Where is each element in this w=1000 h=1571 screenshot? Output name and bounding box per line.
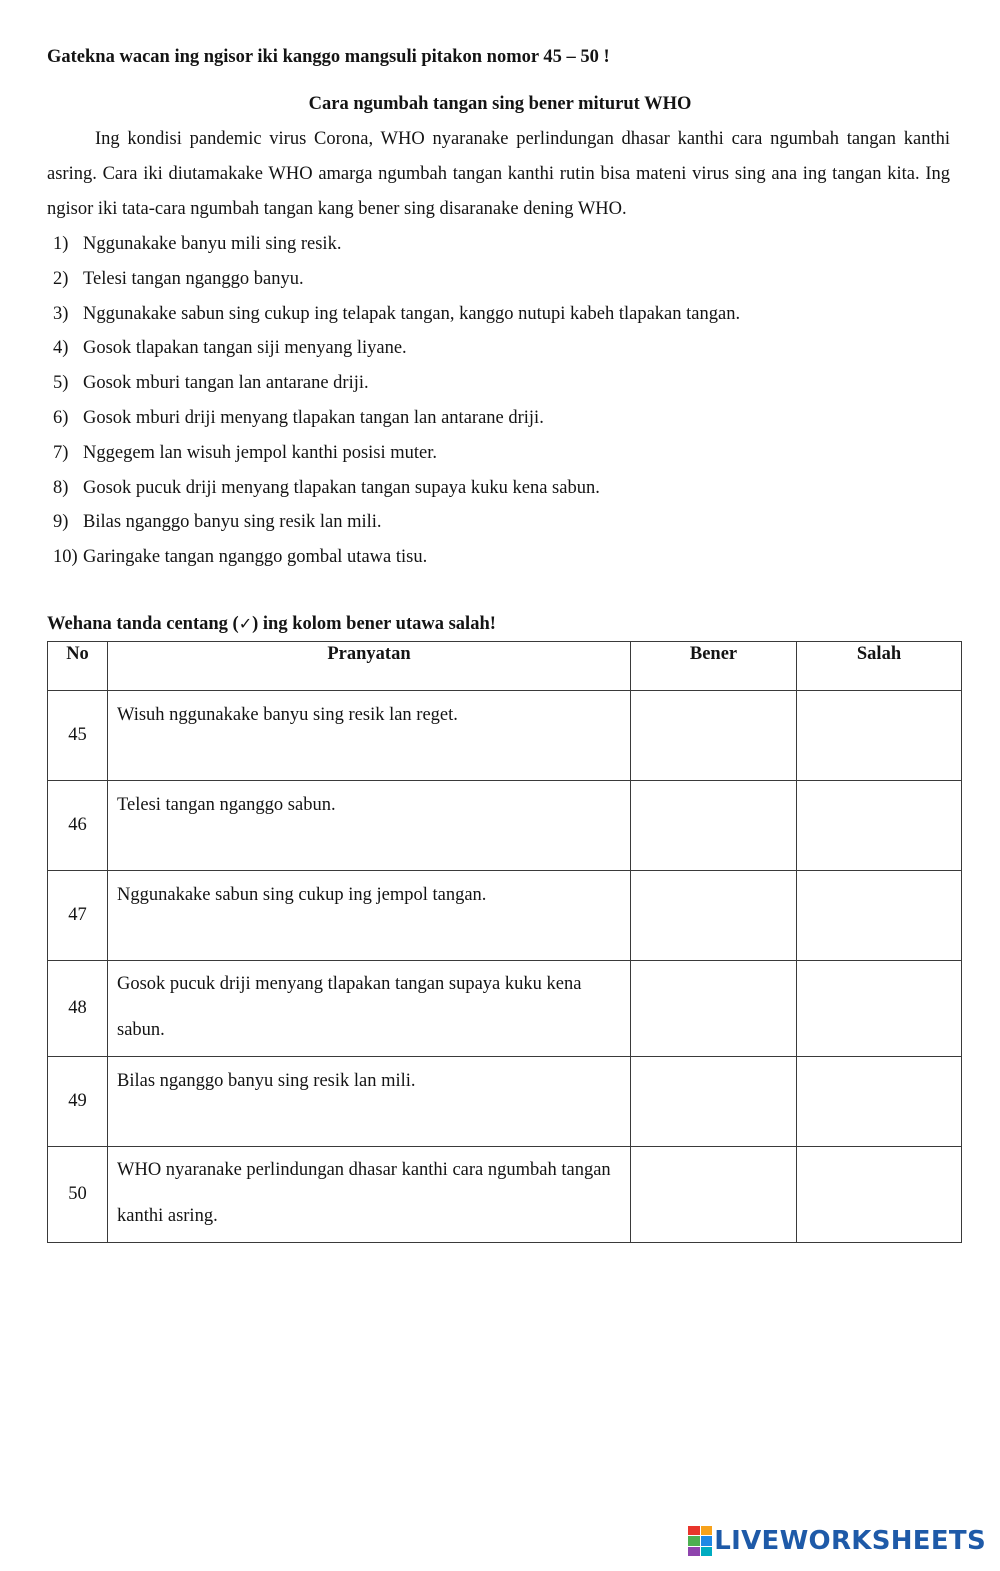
step-number: 5) bbox=[53, 373, 69, 394]
answer-true-cell[interactable] bbox=[631, 691, 797, 781]
row-statement: Nggunakake sabun sing cukup ing jempol tangan. bbox=[108, 871, 631, 961]
table-row bbox=[48, 961, 962, 1057]
list-item bbox=[53, 366, 953, 401]
step-text: Nggegem lan wisuh jempol kanthi posisi muter. bbox=[83, 442, 438, 463]
steps-list bbox=[53, 227, 953, 575]
row-statement: Gosok pucuk driji menyang tlapakan tangan supaya kuku kena sabun. bbox=[108, 961, 631, 1057]
table-row bbox=[48, 691, 962, 781]
step-text: Garingake tangan nganggo gombal utawa tisu. bbox=[83, 547, 428, 568]
row-statement: Wisuh nggunakake banyu sing resik lan reget. bbox=[108, 691, 631, 781]
logo-block bbox=[701, 1526, 713, 1535]
table-instruction-before: Wehana tanda centang ( bbox=[47, 614, 239, 634]
answer-true-cell[interactable] bbox=[631, 781, 797, 871]
header-statement: Pranyatan bbox=[108, 642, 631, 691]
step-text: Gosok tlapakan tangan siji menyang liyane. bbox=[83, 338, 407, 359]
table-row bbox=[48, 1057, 962, 1147]
logo-block bbox=[688, 1536, 700, 1545]
logo-block bbox=[701, 1547, 713, 1556]
table-row bbox=[48, 1147, 962, 1243]
answer-false-cell[interactable] bbox=[797, 1057, 962, 1147]
step-text: Gosok pucuk driji menyang tlapakan tangan supaya kuku kena sabun. bbox=[83, 477, 600, 498]
step-text: Gosok mburi driji menyang tlapakan tangan lan antarane driji. bbox=[83, 407, 544, 428]
logo-block bbox=[688, 1526, 700, 1535]
step-text: Nggunakake banyu mili sing resik. bbox=[83, 234, 342, 254]
step-text: Gosok mburi tangan lan antarane driji. bbox=[83, 373, 369, 394]
list-item bbox=[53, 262, 953, 297]
list-item bbox=[53, 401, 953, 436]
step-number: 4) bbox=[53, 338, 69, 359]
step-number: 7) bbox=[53, 442, 69, 463]
header-false: Salah bbox=[797, 642, 962, 691]
logo-block bbox=[688, 1547, 700, 1556]
step-number: 10) bbox=[53, 547, 78, 568]
liveworksheets-logo[interactable] bbox=[688, 1526, 986, 1556]
header-no: No bbox=[48, 642, 108, 691]
step-number: 9) bbox=[53, 512, 69, 533]
step-text: Nggunakake sabun sing cukup ing telapak tangan, kanggo nutupi kabeh tlapakan tangan. bbox=[83, 303, 741, 324]
step-number: 3) bbox=[53, 303, 69, 324]
row-statement: Telesi tangan nganggo sabun. bbox=[108, 781, 631, 871]
header-true: Bener bbox=[631, 642, 797, 691]
answer-false-cell[interactable] bbox=[797, 961, 962, 1057]
step-number: 1) bbox=[53, 234, 69, 254]
list-item bbox=[53, 471, 953, 506]
table-instruction-after: ) ing kolom bener utawa salah! bbox=[252, 614, 496, 634]
reading-instruction: Gatekna wacan ing ngisor iki kanggo mangsuli pitakon nomor 45 – 50 ! bbox=[47, 47, 610, 67]
answer-true-cell[interactable] bbox=[631, 1057, 797, 1147]
step-number: 6) bbox=[53, 407, 69, 428]
passage-paragraph: Ing kondisi pandemic virus Corona, WHO nyaranake perlindungan dhasar kanthi cara ngumbah tangan kanthi asring. Cara iki diutamakake WHO amarga ngumbah tangan kanthi rutin bisa mateni virus sing ana ing tangan kita. Ing ngisor iki tata-cara ngumbah tangan kang bener sing disaranake dening WHO. bbox=[47, 129, 950, 219]
list-item bbox=[53, 297, 953, 332]
list-item bbox=[53, 331, 953, 366]
list-item bbox=[53, 436, 953, 471]
table-header-row bbox=[48, 642, 962, 691]
table-row bbox=[48, 871, 962, 961]
list-item bbox=[53, 540, 953, 575]
step-text: Telesi tangan nganggo banyu. bbox=[83, 268, 304, 289]
logo-text: LIVEWORKSHEETS bbox=[714, 1526, 986, 1556]
row-number: 49 bbox=[48, 1057, 108, 1147]
answer-table bbox=[47, 641, 962, 1243]
answer-false-cell[interactable] bbox=[797, 781, 962, 871]
passage-title: Cara ngumbah tangan sing bener miturut WHO bbox=[308, 94, 692, 114]
step-number: 8) bbox=[53, 477, 69, 498]
checkmark-icon: ✓ bbox=[238, 614, 253, 633]
answer-false-cell[interactable] bbox=[797, 871, 962, 961]
logo-blocks-icon bbox=[688, 1526, 712, 1556]
row-number: 50 bbox=[48, 1147, 108, 1243]
row-number: 47 bbox=[48, 871, 108, 961]
row-number: 46 bbox=[48, 781, 108, 871]
list-item bbox=[53, 227, 953, 262]
answer-true-cell[interactable] bbox=[631, 871, 797, 961]
row-number: 45 bbox=[48, 691, 108, 781]
row-number: 48 bbox=[48, 961, 108, 1057]
row-statement: Bilas nganggo banyu sing resik lan mili. bbox=[108, 1057, 631, 1147]
answer-false-cell[interactable] bbox=[797, 691, 962, 781]
logo-block bbox=[701, 1536, 713, 1545]
table-row bbox=[48, 781, 962, 871]
list-item bbox=[53, 505, 953, 540]
answer-false-cell[interactable] bbox=[797, 1147, 962, 1243]
step-text: Bilas nganggo banyu sing resik lan mili. bbox=[83, 512, 382, 533]
answer-true-cell[interactable] bbox=[631, 961, 797, 1057]
answer-true-cell[interactable] bbox=[631, 1147, 797, 1243]
row-statement: WHO nyaranake perlindungan dhasar kanthi cara ngumbah tangan kanthi asring. bbox=[108, 1147, 631, 1243]
step-number: 2) bbox=[53, 268, 69, 289]
table-instruction bbox=[47, 614, 496, 635]
